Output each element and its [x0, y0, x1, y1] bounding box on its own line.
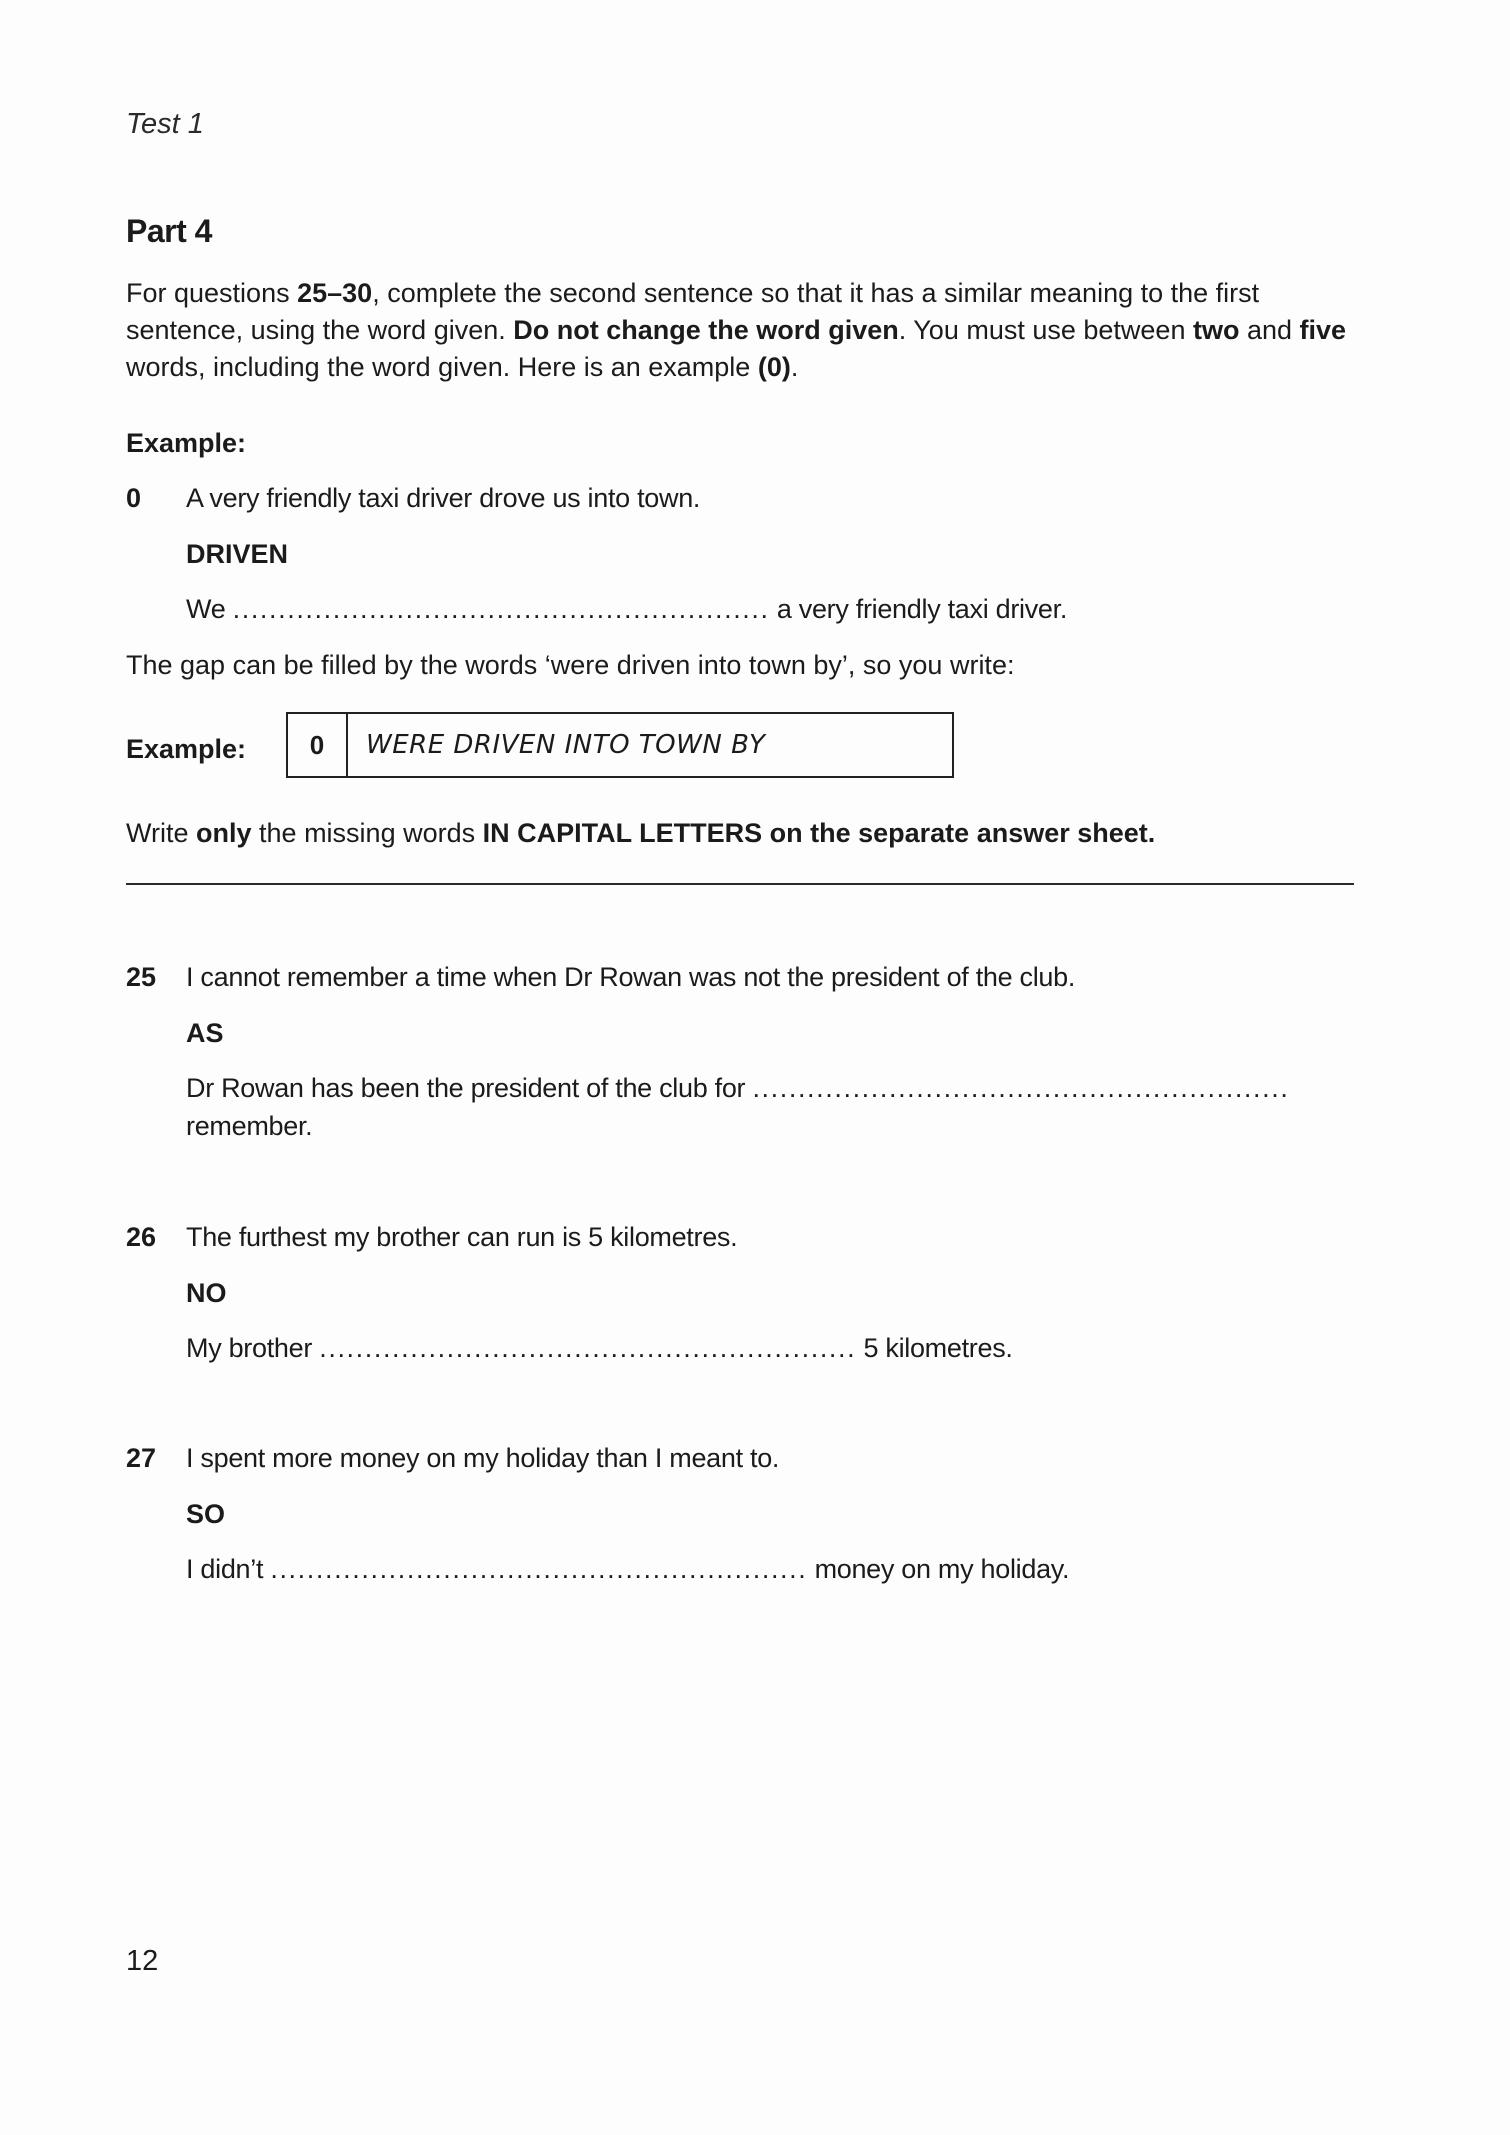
- gap-start: Dr Rowan has been the president of the club for: [186, 1073, 746, 1103]
- instruction-emphasis: five: [1299, 315, 1347, 345]
- instructions-paragraph: [126, 275, 1356, 386]
- running-head: Test 1: [126, 108, 204, 140]
- question-keyword: NO: [186, 1278, 227, 1308]
- example-heading: Example:: [126, 428, 247, 458]
- gap-start: We: [186, 594, 226, 624]
- gap-dots: ...........................................................: [270, 1554, 808, 1584]
- example-gap-sentence: [186, 594, 1067, 625]
- instructions-text: , complete the second sentence so that it has a similar meaning to the first sentence, using the word given.: [126, 278, 1260, 345]
- question-number: 27: [126, 1443, 157, 1473]
- question-number: 25: [126, 962, 157, 992]
- example-answer-box: [286, 712, 954, 778]
- example-number: 0: [126, 483, 142, 513]
- example-answer-row: [126, 712, 956, 782]
- example-box-answer: WERE DRIVEN INTO TOWN BY: [366, 730, 766, 760]
- gap-dots: ...........................................................: [752, 1073, 1290, 1103]
- gap-end: 5 kilometres.: [863, 1333, 1013, 1363]
- question-keyword: SO: [186, 1499, 226, 1529]
- question-sentence: I spent more money on my holiday than I meant to.: [186, 1443, 780, 1473]
- gap-end: money on my holiday.: [814, 1554, 1070, 1584]
- gap-end: a very friendly taxi driver.: [776, 594, 1068, 624]
- instructions-text: words, including the word given. Here is an example: [126, 352, 758, 382]
- question-gap-sentence: [186, 1333, 1013, 1364]
- instruction-emphasis: (0): [757, 352, 791, 382]
- example-keyword: DRIVEN: [186, 539, 289, 569]
- question-number: 26: [126, 1222, 157, 1252]
- gap-dots: ...........................................................: [319, 1333, 857, 1363]
- question-gap-continuation: [186, 1111, 312, 1142]
- example-note: The gap can be filled by the words ‘were driven into town by’, so you write:: [126, 650, 1015, 680]
- part-title: Part 4: [126, 213, 212, 249]
- gap-dots: ...........................................................: [232, 594, 770, 624]
- write-only-instruction: [126, 818, 1155, 849]
- question-gap-sentence: [186, 1073, 1289, 1104]
- question-sentence: I cannot remember a time when Dr Rowan was not the president of the club.: [186, 962, 1076, 992]
- page-number: 12: [126, 1945, 159, 1977]
- write-only-text: the missing words: [251, 818, 483, 848]
- question-range: 25–30: [297, 278, 373, 308]
- write-only-text: Write: [126, 818, 197, 848]
- example-box-number: 0: [288, 714, 348, 776]
- instructions-text: .: [790, 352, 799, 382]
- question-sentence: The furthest my brother can run is 5 kilometres.: [186, 1222, 738, 1252]
- gap-start: My brother: [186, 1333, 313, 1363]
- question-gap-sentence: [186, 1554, 1069, 1585]
- gap-end: remember.: [186, 1111, 313, 1141]
- question-keyword: AS: [186, 1018, 224, 1048]
- instructions-text: and: [1239, 315, 1300, 345]
- example-box-label: Example:: [126, 734, 247, 764]
- write-only-emphasis: IN CAPITAL LETTERS on the separate answer sheet.: [482, 818, 1156, 848]
- gap-start: I didn’t: [186, 1554, 264, 1584]
- write-only-emphasis: only: [196, 818, 252, 848]
- divider-rule: [126, 883, 1354, 885]
- instruction-emphasis: two: [1192, 315, 1240, 345]
- instruction-emphasis: Do not change the word given: [513, 315, 899, 345]
- instructions-text: For questions: [126, 278, 298, 308]
- instructions-text: . You must use between: [898, 315, 1193, 345]
- example-sentence: A very friendly taxi driver drove us into town.: [186, 483, 701, 513]
